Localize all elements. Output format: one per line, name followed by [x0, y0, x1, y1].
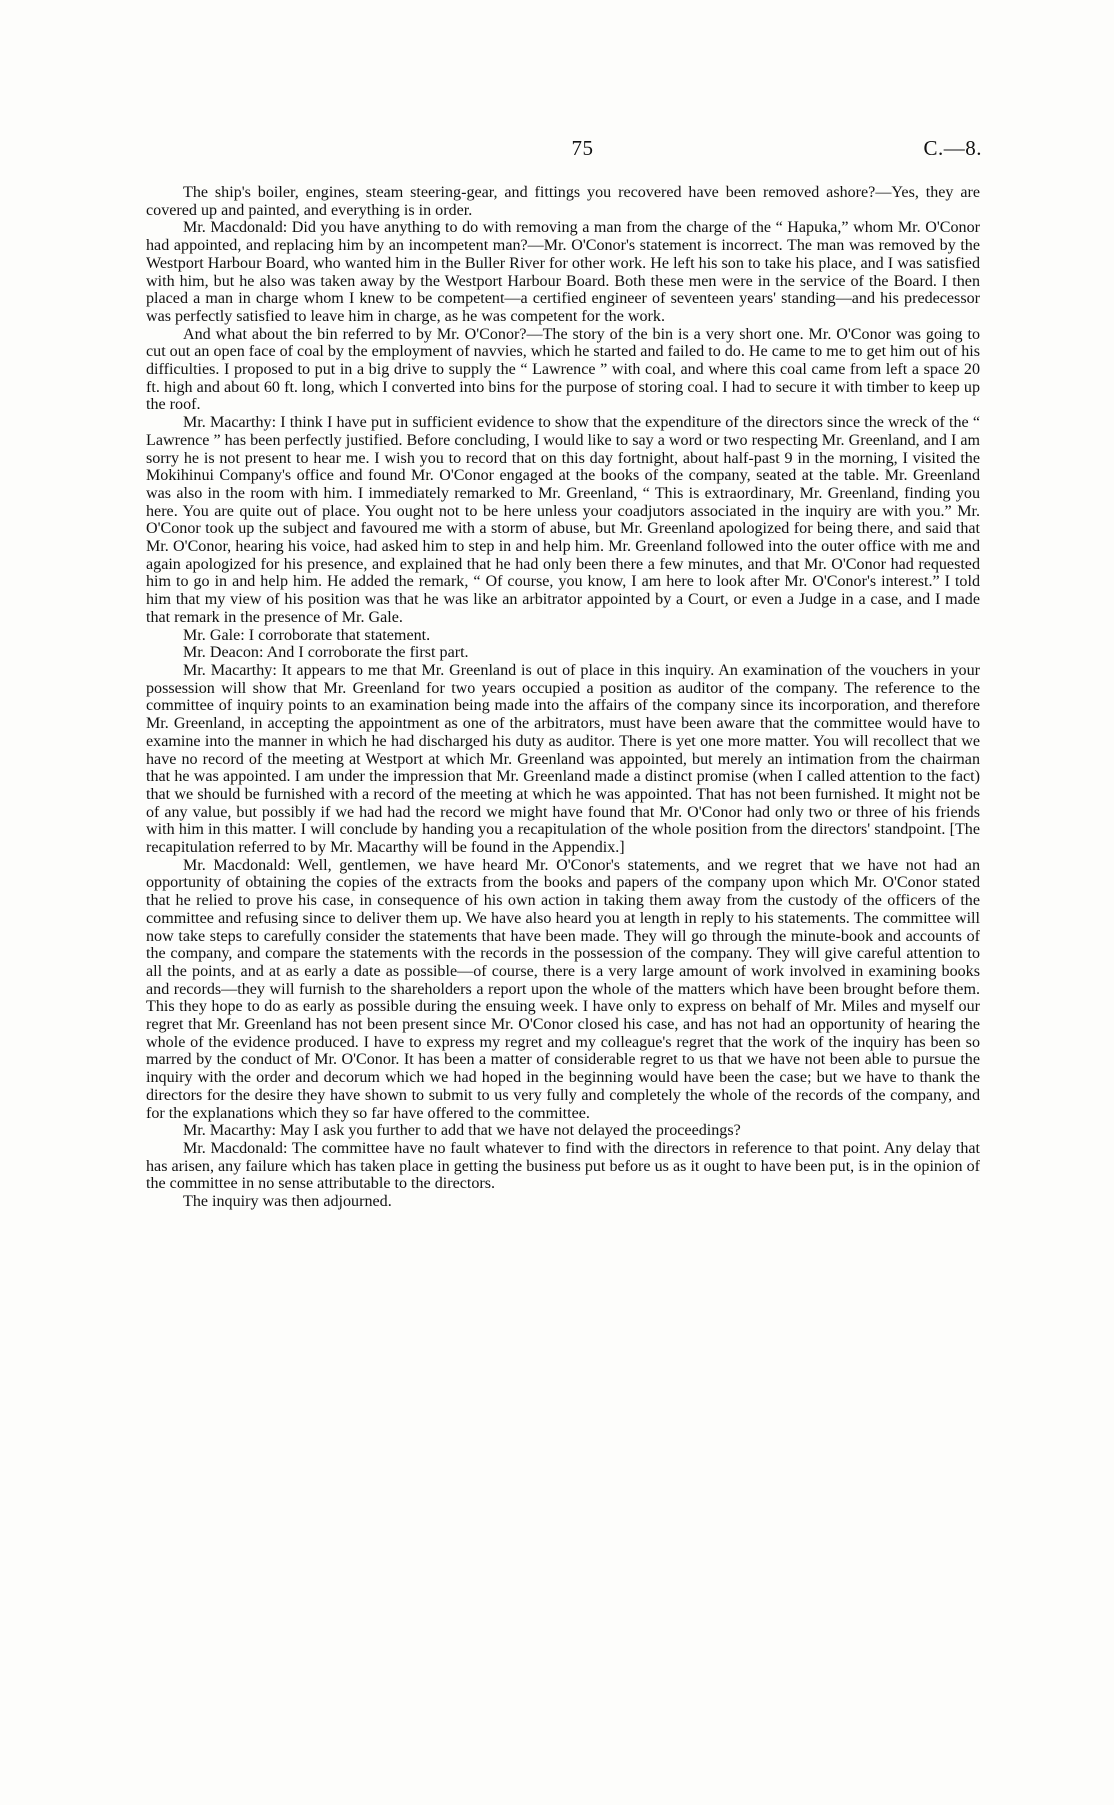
- body-text: [146, 184, 980, 1211]
- paragraph-macdonald-no-fault: Mr. Macdonald: The committee have no fault whatever to find with the directors in reference to that point. Any delay that has arisen, any failure which has taken place in getting the business put before us as it ought to have been put, is in the opinion of the committee in no sense attributable to the directors.: [146, 1139, 980, 1193]
- paragraph-deacon-corroboration: Mr. Deacon: And I corroborate the first part.: [183, 644, 469, 662]
- paragraph-macarthy-delay-question: Mr. Macarthy: May I ask you further to add that we have not delayed the proceedings?: [183, 1122, 741, 1140]
- page-header: [183, 136, 982, 166]
- paragraph-macarthy-auditor: Mr. Macarthy: It appears to me that Mr. Greenland is out of place in this inquiry. An examination of the vouchers in your possession will show that Mr. Greenland for two years occupied a position as auditor of the company. The reference to the committee of inquiry points to an examination being made into the affairs of the company since its incorporation, and therefore Mr. Greenland, in accepting the appointment as one of the arbitrators, must have been aware that the committee would have to examine into the manner in which he had discharged his duty as auditor. There is yet one more matter. You will recollect that we have no record of the meeting at Westport at which Mr. Greenland was appointed, but merely an intimation from the chairman that he was appointed. I am under the impression that Mr. Greenland made a distinct promise (when I called attention to the fact) that we should be furnished with a record of the meeting at which he was appointed. That has not been furnished. It might not be of any value, but possibly if we had had the record we might have found that Mr. O'Conor had only two or three of his friends with him in this matter. I will conclude by handing you a recapitulation of the whole position from the directors' standpoint. [The recapitulation referred to by Mr. Macarthy will be found in the Appendix.]: [146, 661, 980, 857]
- paragraph-macarthy-greenland-visit: Mr. Macarthy: I think I have put in sufficient evidence to show that the expenditure of the directors since the wreck of the “ Lawrence ” has been perfectly justified. Before concluding, I would like to say a word or two respecting Mr. Greenland, and I am sorry he is not present to hear me. I wish you to record that on this day fortnight, about half-past 9 in the morning, I visited the Mokihinui Company's office and found Mr. O'Conor engaged at the books of the company, seated at the table. Mr. Greenland was also in the room with him. I immediately remarked to Mr. Greenland, “ This is extraordinary, Mr. Greenland, finding you here. You are quite out of place. You ought not to be here unless your coadjutors associated in the inquiry are with you.” Mr. O'Conor took up the subject and favoured me with a storm of abuse, but Mr. Greenland apologized for being there, and said that Mr. O'Conor, hearing his voice, had asked him to step in and help him. Mr. Greenland followed into the outer office with me and again apologized for his presence, and explained that he had only been there a few minutes, and that Mr. O'Conor had requested him to go in and help him. He added the remark, “ Of course, you know, I am here to look after Mr. O'Conor's interest.” I told him that my view of his position was that he was like an arbitrator appointed by a Court, or even a Judge in a case, and I made that remark in the presence of Mr. Gale.: [146, 414, 980, 626]
- page-number: 75: [571, 136, 594, 160]
- paragraph-adjourned: The inquiry was then adjourned.: [183, 1193, 392, 1211]
- paragraph-boiler-question: The ship's boiler, engines, steam steering-gear, and fittings you recovered have been removed ashore?—Yes, they are covered up and painted, and everything is in order.: [146, 184, 980, 219]
- paragraph-hapuka-engineer: Mr. Macdonald: Did you have anything to do with removing a man from the charge of the “ Hapuka,” whom Mr. O'Conor had appointed, and replacing him by an incompetent man?—Mr. O'Conor's statement is incorrect. The man was removed by the Westport Harbour Board, who wanted him in the Buller River for other work. He left his son to take his place, and I was satisfied with him, but he also was taken away by the Westport Harbour Board. Both these men were in the service of the Board. I then placed a man in charge whom I knew to be competent—a certified engineer of seventeen years' standing—and his predecessor was perfectly satisfied to leave him in charge, as he was competent for the work.: [146, 219, 980, 325]
- paragraph-macdonald-summary: Mr. Macdonald: Well, gentlemen, we have heard Mr. O'Conor's statements, and we regret that we have not had an opportunity of obtaining the copies of the extracts from the books and papers of the company upon which Mr. O'Conor stated that he relied to prove his case, in consequence of his own action in taking them away from the custody of the officers of the committee and refusing since to deliver them up. We have also heard you at length in reply to his statements. The committee will now take steps to carefully consider the statements that have been made. They will go through the minute-book and accounts of the company, and compare the statements with the records in the possession of the company. They will give careful attention to all the points, and at as early a date as possible—of course, there is a very large amount of work involved in examining books and records—they will furnish to the shareholders a report upon the whole of the matters which have been brought before them. This they hope to do as early as possible during the ensuing week. I have only to express on behalf of Mr. Miles and myself our regret that Mr. Greenland has not been present since Mr. O'Conor closed his case, and has not had an opportunity of hearing the whole of the evidence produced. I have to express my regret and my colleague's regret that the work of the inquiry has been so marred by the conduct of Mr. O'Conor. It has been a matter of considerable regret to us that we have not been able to pursue the inquiry with the order and decorum which we had hoped in the beginning would have been the case; but we have to thank the directors for the desire they have shown to submit to us very fully and completely the whole of the records of the company, and for the explanations which they so far have offered to the committee.: [146, 856, 980, 1122]
- paragraph-coal-bin: And what about the bin referred to by Mr. O'Conor?—The story of the bin is a very short one. Mr. O'Conor was going to cut out an open face of coal by the employment of navvies, which he started and failed to do. He came to me to get him out of his difficulties. I proposed to put in a big drive to supply the “ Lawrence ” with coal, and where this coal came from left a space 20 ft. high and about 60 ft. long, which I converted into bins for the purpose of storing coal. I had to secure it with timber to keep up the roof.: [146, 325, 980, 414]
- paragraph-gale-corroboration: Mr. Gale: I corroborate that statement.: [183, 626, 431, 644]
- document-reference: C.—8.: [923, 136, 982, 160]
